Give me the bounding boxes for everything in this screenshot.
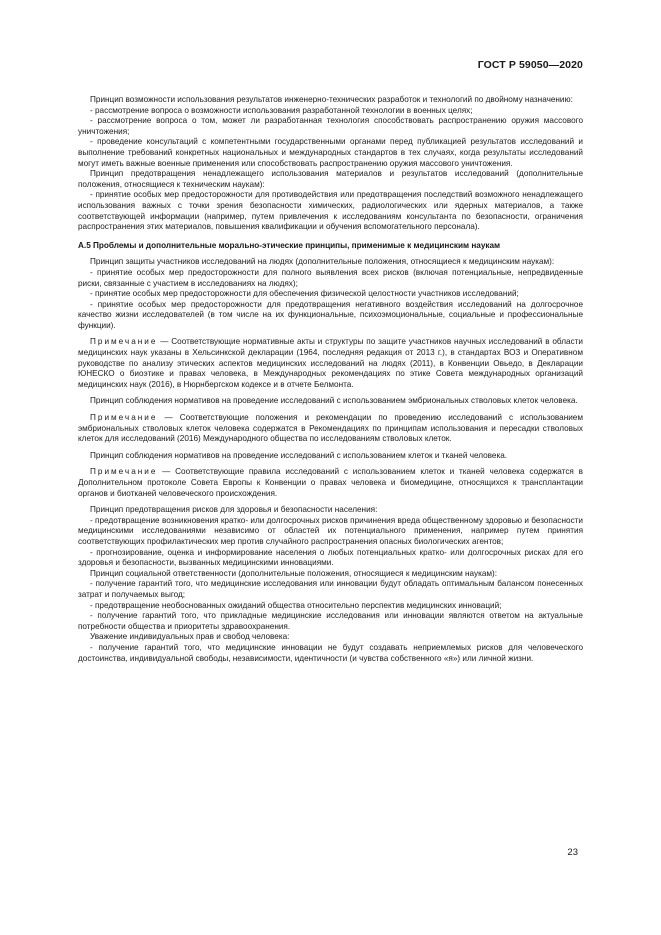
page-body — [78, 95, 583, 664]
paragraph: - проведение консультаций с компетентными государственными органами перед публикацией результатов исследований и выполнение требований конкретных национальных и международных стандартов в тех случаях, когда результаты исследований могут иметь важные военные применения или способствовать распространению оружия массового уничтожения. — [78, 137, 583, 168]
standard-number: ГОСТ Р 59050—2020 — [477, 59, 583, 71]
note-label: Примечание — [90, 467, 158, 477]
paragraph: - принятие особых мер предосторожности для противодействия или предотвращения последствий возможного ненадлежащего использования важных с точки зрения безопасности химических, радиологических или ядерных материалов, а также соответствующей информации (например, путем привлечения к исследованиям консультанта по безопасности, ограничения распространения этих материалов, повышения квалификации и обучения вспомогательного персонала). — [78, 190, 583, 232]
page-number: 23 — [567, 847, 578, 858]
paragraph: Принцип предотвращения ненадлежащего использования материалов и результатов исследований (дополнительные положения, относящиеся к техническим наукам): — [78, 169, 583, 189]
paragraph: - получение гарантий того, что медицинские исследования или инновации будут обладать оптимальным балансом понесенных затрат и получаемых выгод; — [78, 579, 583, 599]
note-text: — Соответствующие правила исследований с использованием клеток и тканей человека содержатся в Дополнительном протоколе Совета Европы к Конвенции о правах человека и биомедицине, относящихся к трансплантации органов и биотканей человеческого происхождения. — [78, 467, 583, 498]
paragraph: Принцип соблюдения нормативов на проведение исследований с использованием эмбриональных стволовых клеток человека. — [90, 396, 578, 406]
paragraph: Принцип соблюдения нормативов на проведение исследований с использованием клеток и тканей человека. — [90, 450, 508, 460]
paragraph: - принятие особых мер предосторожности для полного выявления всех рисков (включая потенциальные, непредвиденные риски, связанные с участием в исследованиях на людях); — [78, 267, 583, 288]
note-label: Примечание — [90, 413, 158, 423]
paragraph: - прогнозирование, оценка и информирование населения о любых потенциальных кратко- или долгосрочных рисках для его здоровья и безопасности, вызванных медицинскими инновациями. — [78, 547, 583, 568]
paragraph: - принятие особых мер предосторожности для обеспечения физической целостности участников исследований; — [90, 289, 519, 299]
paragraph: - получение гарантий того, что прикладные медицинские исследования или инновации являются ответом на актуальные потребности общества и приоритеты здравоохранения. — [78, 611, 583, 631]
paragraph: - предотвращение необоснованных ожиданий общества относительно перспектив медицинских инноваций; — [90, 600, 502, 610]
paragraph: - рассмотрение вопроса о том, может ли разработанная технология способствовать распространению оружия массового уничтожения; — [78, 116, 583, 136]
paragraph: Принцип предотвращения рисков для здоровья и безопасности населения: — [90, 505, 378, 515]
note — [78, 413, 583, 445]
paragraph: Уважение индивидуальных прав и свобод человека: — [90, 632, 290, 642]
paragraph: - рассмотрение вопроса о возможности использования разработанной технологии в военных целях; — [90, 105, 473, 115]
paragraph: - предотвращение возникновения кратко- или долгосрочных рисков причинения вреда общественному здоровью и безопасности медицинскими исследованиями независимо от областей их потенциального применения, например путем принятия соответствующих профилактических мер против случайного распространения опасных биологических агентов; — [78, 515, 583, 546]
note-label: Примечание — [90, 337, 158, 347]
note — [78, 467, 583, 499]
note-text: — Соответствующие нормативные акты и структуры по защите участников научных исследований в области медицинских наук указаны в Хельсинкской декларации (1964, последняя редакция от 2013 г.), в стандартах ВОЗ и Оперативном руководстве по анализу этических аспектов медицинских исследований на людях (2011), в Конвенции Овьедо, в Декларации ЮНЕСКО о биоэтике и правах человека, в Международных рекомендациях по этике Совета международных организаций медицинских наук (2016), в Нюрнбергском кодексе и в отчете Белмонта. — [78, 337, 583, 389]
paragraph: - принятие особых мер предосторожности для предотвращения негативного воздействия исследований на долгосрочное качество жизни исследователей (в том числе на их функциональные, психоэмоциональные, социальные и профессиональные функции). — [78, 299, 583, 330]
note-text: — Соответствующие положения и рекомендации по проведению исследований с использованием эмбриональных стволовых клеток человека содержатся в Рекомендациях по принципам использования и пересадки стволовых клеток для исследований (2016) Международного общества по исследованиям стволовых клеток. — [78, 413, 583, 444]
paragraph: Принцип защиты участников исследований на людях (дополнительные положения, относящиеся к медицинским наукам): — [90, 257, 555, 267]
section-heading: А.5 Проблемы и дополнительные морально-этические принципы, применимые к медицинским наукам — [78, 240, 501, 250]
paragraph: Принцип возможности использования результатов инженерно-технических разработок и технологий по двойному назначению: — [90, 95, 573, 104]
paragraph: - получение гарантий того, что медицинские инновации не будут создавать неприемлемых рисков для человеческого достоинства, индивидуальной свободы, независимости, идентичности (и чувства собственного «я») или личной жизни. — [78, 642, 583, 663]
paragraph: Принцип социальной ответственности (дополнительные положения, относящиеся к медицинским наукам): — [90, 568, 498, 578]
note — [78, 337, 583, 390]
